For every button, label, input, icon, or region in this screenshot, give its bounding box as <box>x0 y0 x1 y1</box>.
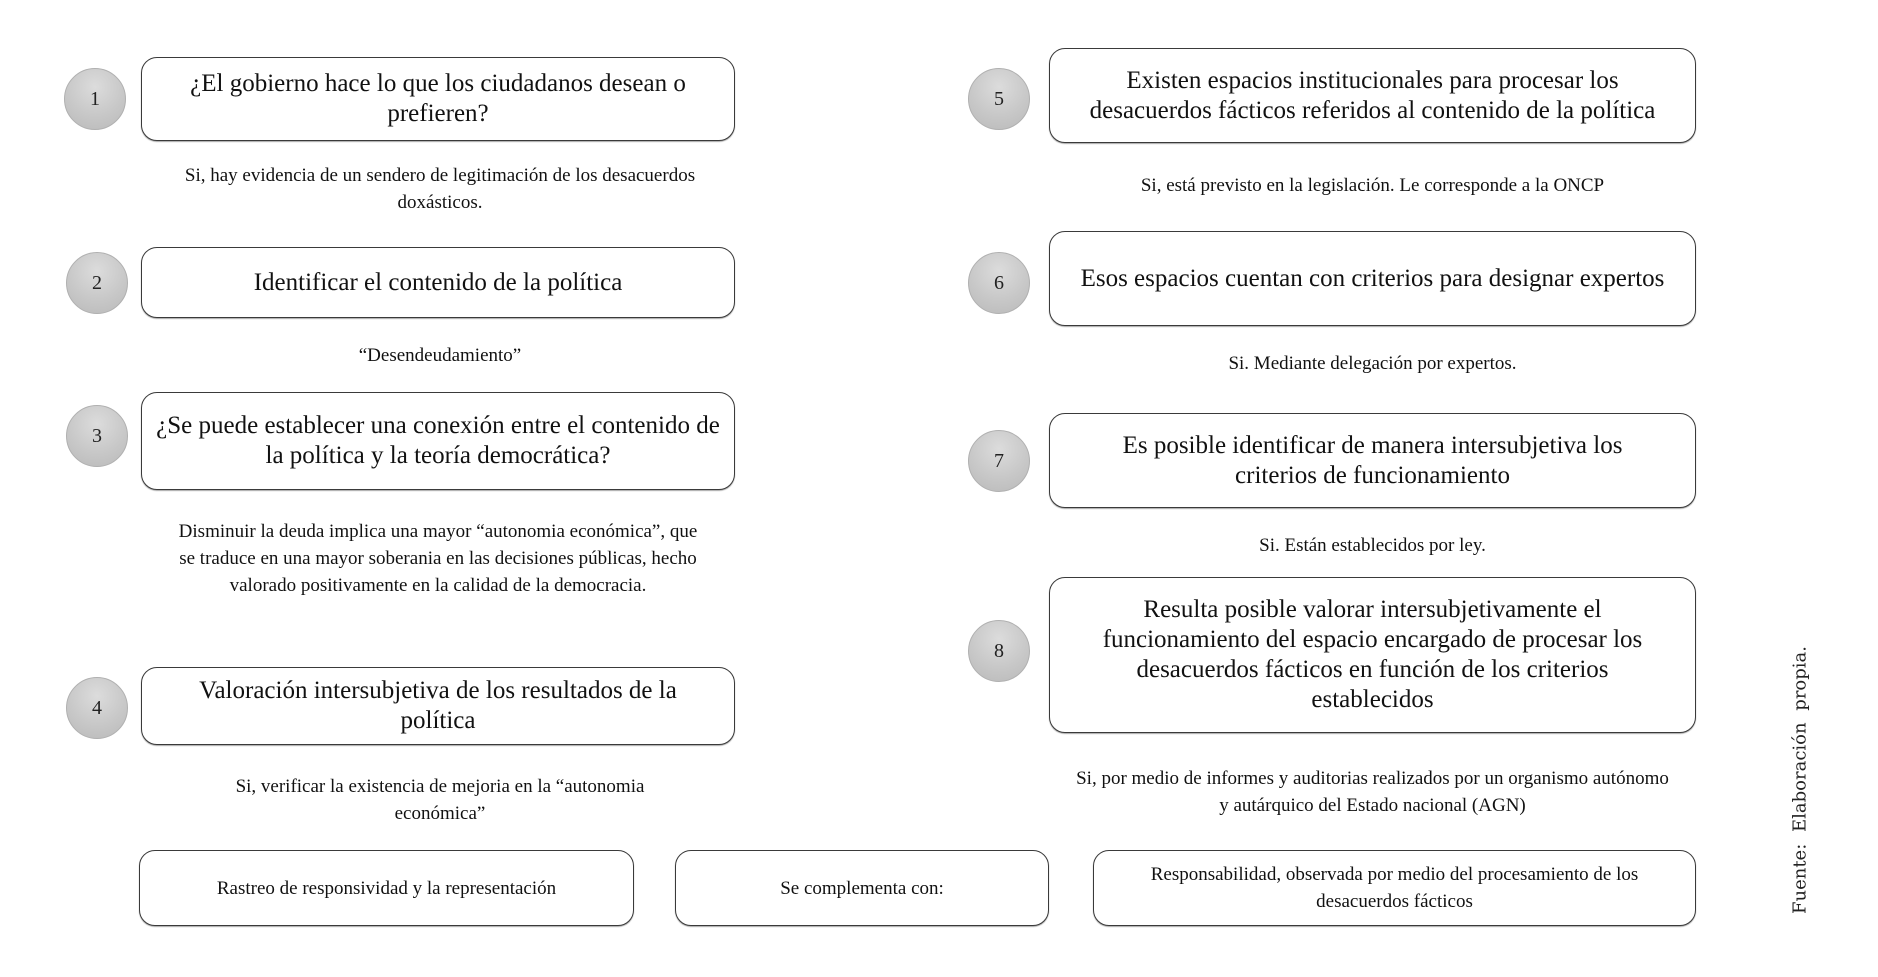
summary-middle-text: Se complementa con: <box>780 877 944 899</box>
source-note: Fuente: Elaboración propia. <box>1789 645 1811 915</box>
step-number-badge-6 <box>968 252 1030 314</box>
step-7-question: Es posible identificar de manera intersubjetiva los criterios de funcionamiento <box>1122 431 1623 489</box>
step-3-question: ¿Se puede establecer una conexión entre el contenido de la política y la teoría democrática? <box>156 412 720 469</box>
step-8-answer: Si, por medio de informes y auditorias realizados por un organismo autónomo y autárquico del Estado nacional (AGN) <box>1076 768 1669 816</box>
step-4-question: Valoración intersubjetiva de los resultados de la política <box>199 677 677 734</box>
step-3-answer: Disminuir la deuda implica una mayor “autonomia económica”, que se traduce en una mayor soberania en las decisiones públicas, hecho valorado positivamente en la calidad de la democracia. <box>178 521 698 596</box>
summary-left-text: Rastreo de responsividad y la representación <box>216 877 557 899</box>
step-4-answer: Si, verificar la existencia de mejoria en la “autonomia económica” <box>235 776 645 824</box>
step-number-badge-4 <box>66 677 128 739</box>
step-number: 6 <box>994 271 1004 294</box>
step-number: 7 <box>994 449 1004 472</box>
step-6-answer: Si. Mediante delegación por expertos. <box>1228 353 1517 374</box>
step-7-answer: Si. Están establecidos por ley. <box>1259 535 1486 556</box>
step-number-badge-2 <box>66 252 128 314</box>
step-number: 4 <box>92 696 102 719</box>
step-number: 8 <box>994 639 1004 662</box>
step-5-question: Existen espacios institucionales para procesar los desacuerdos fácticos referidos al contenido de la política <box>1089 66 1656 124</box>
step-number: 2 <box>92 271 102 294</box>
step-1-answer: Si, hay evidencia de un sendero de legitimación de los desacuerdos doxásticos. <box>184 165 696 213</box>
step-1-question: ¿El gobierno hace lo que los ciudadanos desean o prefieren? <box>190 70 686 127</box>
step-8-question-box <box>1049 577 1696 733</box>
step-2-question-box <box>141 247 735 318</box>
step-5-question-box <box>1049 48 1696 143</box>
step-number-badge-3 <box>66 405 128 467</box>
summary-right-text: Responsabilidad, observada por medio del procesamiento de los desacuerdos fácticos <box>1150 864 1639 912</box>
step-1-question-box <box>141 57 735 141</box>
step-8-question: Resulta posible valorar intersubjetivamente el funcionamiento del espacio encargado de procesar los desacuerdos fácticos en función de los criterios establecidos <box>1102 596 1643 713</box>
step-7-question-box <box>1049 413 1696 508</box>
step-6-question: Esos espacios cuentan con criterios para designar expertos <box>1080 264 1665 292</box>
summary-middle-box <box>675 850 1049 926</box>
step-number-badge-5 <box>968 68 1030 130</box>
step-number: 3 <box>92 424 102 447</box>
step-6-question-box <box>1049 231 1696 326</box>
step-4-question-box <box>141 667 735 745</box>
step-2-question: Identificar el contenido de la política <box>253 268 623 296</box>
step-number: 1 <box>90 87 100 110</box>
step-number-badge-1 <box>64 68 126 130</box>
step-number-badge-8 <box>968 620 1030 682</box>
step-number-badge-7 <box>968 430 1030 492</box>
step-2-answer: “Desendeudamiento” <box>358 345 522 366</box>
summary-right-box <box>1093 850 1696 926</box>
step-3-question-box <box>141 392 735 490</box>
summary-left-box <box>139 850 634 926</box>
step-number: 5 <box>994 87 1004 110</box>
step-5-answer: Si, está previsto en la legislación. Le corresponde a la ONCP <box>1140 175 1605 196</box>
